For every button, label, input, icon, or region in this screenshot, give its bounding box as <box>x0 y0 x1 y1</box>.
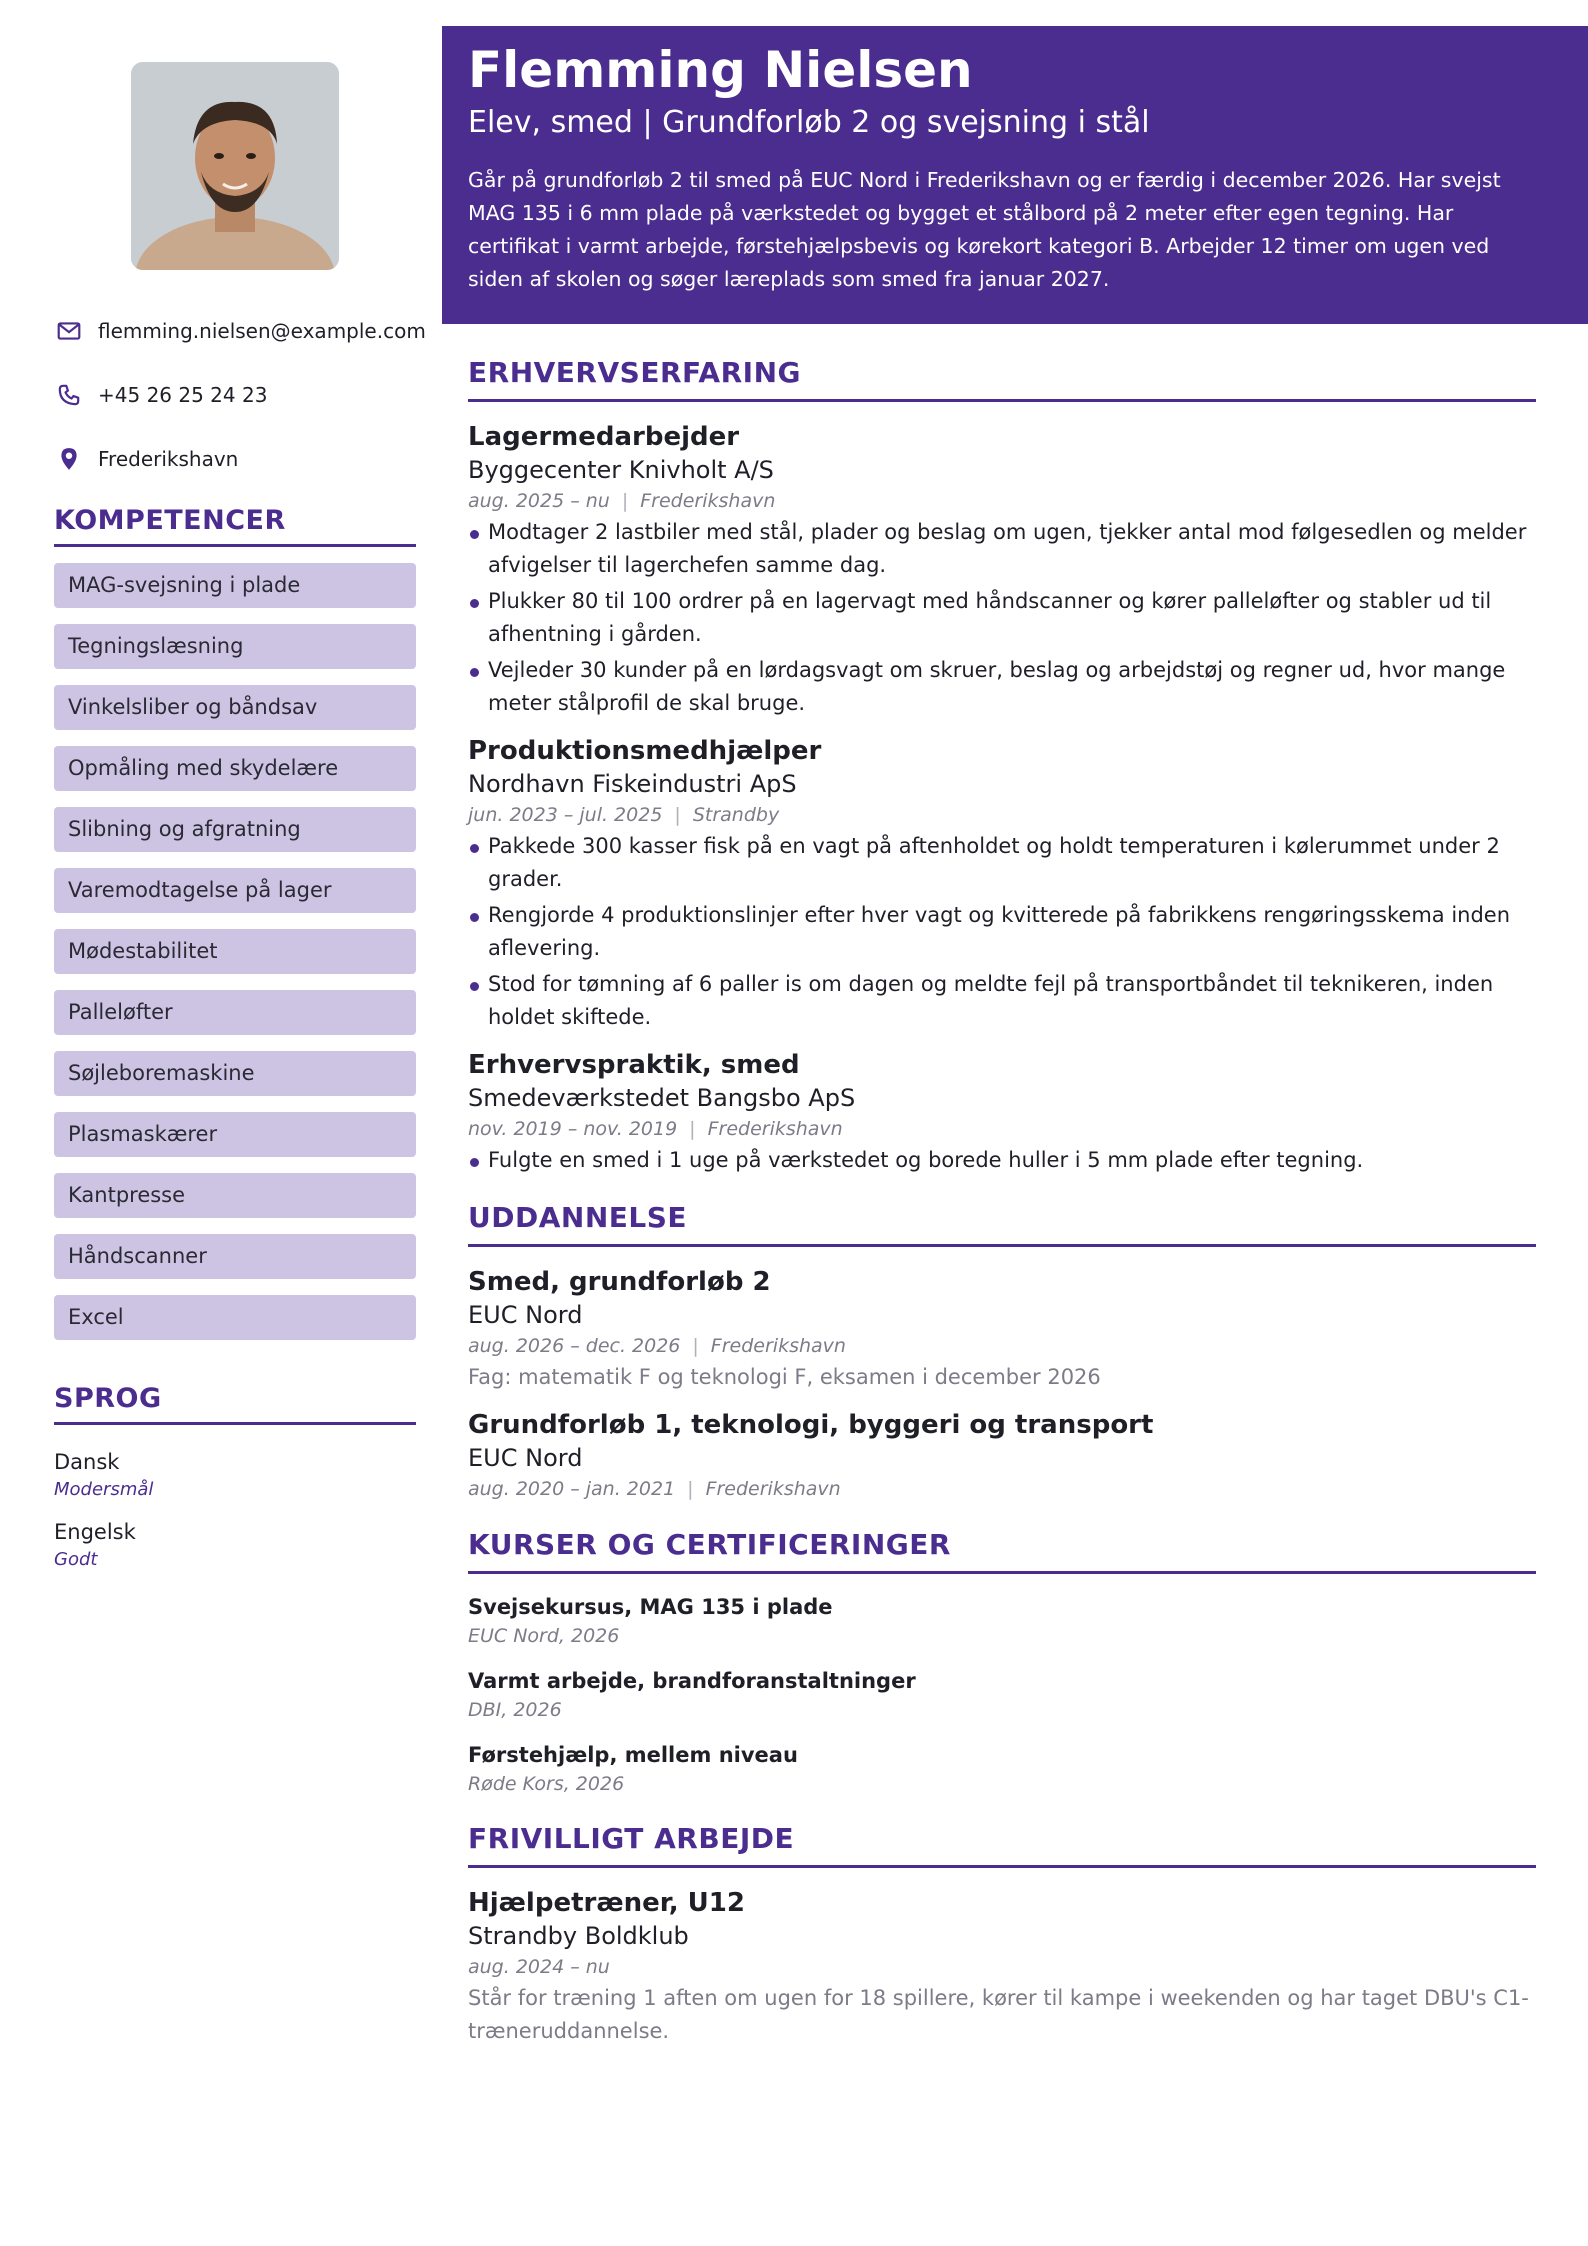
skill-tag: Søjleboremaskine <box>54 1051 416 1096</box>
courses-heading: KURSER OG CERTIFICERINGER <box>468 1528 1536 1574</box>
bullet-item: Stod for tømning af 6 paller is om dagen og meldte fejl på transportbåndet til teknikeren, inden holdet skiftede. <box>468 968 1536 1034</box>
bullet-item: Modtager 2 lastbiler med stål, plader og beslag om ugen, tjekker antal mod følgesedlen og melder afvigelser til lagerchefen samme dag. <box>468 516 1536 582</box>
courses-list <box>468 1592 1536 1798</box>
person-title: Elev, smed | Grundforløb 2 og svejsning i stål <box>468 105 1150 140</box>
languages-heading: SPROG <box>54 1383 416 1425</box>
volunteer-role: Hjælpetræner, U12 <box>468 1888 745 1918</box>
languages-list <box>54 1447 416 1573</box>
experience-heading: ERHVERVSERFARING <box>468 356 1536 402</box>
volunteer-list <box>468 1886 1536 2048</box>
profile-photo-illustration <box>131 62 339 270</box>
phone-icon <box>54 380 84 410</box>
entry-period: nov. 2019 – nov. 2019 <box>468 1118 678 1140</box>
skills-heading: KOMPETENCER <box>54 505 416 547</box>
contact-phone[interactable] <box>54 378 434 412</box>
entry-location: Frederikshavn <box>640 490 776 512</box>
location-text: Frederikshavn <box>98 447 239 471</box>
bullet-list <box>468 1144 1536 1177</box>
skill-tag: Tegningslæsning <box>54 624 416 669</box>
person-name: Flemming Nielsen <box>468 41 973 99</box>
school-name: EUC Nord <box>468 1301 583 1329</box>
skill-tag: Slibning og afgratning <box>54 807 416 852</box>
entry-period: aug. 2026 – dec. 2026 <box>468 1335 681 1357</box>
school-name: EUC Nord <box>468 1444 583 1472</box>
volunteer-note: Står for træning 1 aften om ugen for 18 spillere, kører til kampe i weekenden og har taget DBU's C1-træneruddannelse. <box>468 1986 1529 2043</box>
header-band <box>442 26 1588 324</box>
course-entry <box>468 1666 1536 1724</box>
skill-tag: Palleløfter <box>54 990 416 1035</box>
experience-section <box>468 356 1536 1177</box>
languages-section <box>54 1383 416 1573</box>
experience-entry <box>468 420 1536 720</box>
experience-entry <box>468 734 1536 1034</box>
course-title: Svejsekursus, MAG 135 i plade <box>468 1595 833 1619</box>
bullet-list <box>468 516 1536 720</box>
skill-tag: Mødestabilitet <box>54 929 416 974</box>
skill-tag: Opmåling med skydelære <box>54 746 416 791</box>
language-name: Engelsk <box>54 1520 136 1544</box>
education-entry <box>468 1408 1536 1504</box>
volunteer-section <box>468 1822 1536 2048</box>
skill-tag: Kantpresse <box>54 1173 416 1218</box>
bullet-item: Rengjorde 4 produktionslinjer efter hver vagt og kvitterede på fabrikkens rengøringsskema inden aflevering. <box>468 899 1536 965</box>
meta-separator: | <box>689 1118 696 1140</box>
job-title: Erhvervspraktik, smed <box>468 1050 800 1080</box>
education-entry <box>468 1265 1536 1394</box>
bullet-item: Plukker 80 til 100 ordrer på en lagervagt med håndscanner og kører palleløfter og stabler ud til afhentning i gården. <box>468 585 1536 651</box>
employer-name: Smedeværkstedet Bangsbo ApS <box>468 1084 856 1112</box>
degree-title: Grundforløb 1, teknologi, byggeri og transport <box>468 1410 1154 1440</box>
employer-name: Byggecenter Knivholt A/S <box>468 456 774 484</box>
main-content <box>468 356 1536 2072</box>
job-title: Lagermedarbejder <box>468 422 740 452</box>
skill-tag: Plasmaskærer <box>54 1112 416 1157</box>
experience-list <box>468 420 1536 1177</box>
entry-meta <box>468 486 1536 516</box>
employer-name: Nordhavn Fiskeindustri ApS <box>468 770 797 798</box>
language-level: Godt <box>54 1549 98 1570</box>
course-title: Varmt arbejde, brandforanstaltninger <box>468 1669 916 1693</box>
bullet-item: Vejleder 30 kunder på en lørdagsvagt om skruer, beslag og arbejdstøj og regner ud, hvor mange meter stålprofil de skal bruge. <box>468 654 1536 720</box>
education-section <box>468 1201 1536 1504</box>
entry-meta <box>468 800 1536 830</box>
courses-section <box>468 1528 1536 1798</box>
entry-period: aug. 2020 – jan. 2021 <box>468 1478 676 1500</box>
bullet-item: Fulgte en smed i 1 uge på værkstedet og borede huller i 5 mm plade efter tegning. <box>468 1144 1536 1177</box>
skill-tag: Varemodtagelse på lager <box>54 868 416 913</box>
skill-tag: MAG-svejsning i plade <box>54 563 416 608</box>
entry-meta <box>468 1952 1536 1982</box>
course-entry <box>468 1740 1536 1798</box>
entry-meta <box>468 1114 1536 1144</box>
degree-title: Smed, grundforløb 2 <box>468 1267 771 1297</box>
skill-tag: Håndscanner <box>54 1234 416 1279</box>
course-title: Førstehjælp, mellem niveau <box>468 1743 798 1767</box>
entry-meta <box>468 1474 1536 1504</box>
course-issuer: DBI, 2026 <box>468 1699 562 1721</box>
skills-section <box>54 505 416 1340</box>
volunteer-org: Strandby Boldklub <box>468 1922 689 1950</box>
email-text: flemming.nielsen@example.com <box>98 319 426 343</box>
education-note: Fag: matematik F og teknologi F, eksamen i december 2026 <box>468 1365 1101 1389</box>
profile-summary: Går på grundforløb 2 til smed på EUC Nord i Frederikshavn og er færdig i december 2026. Har svejst MAG 135 i 6 mm plade på værkstedet og bygget et stålbord på 2 meter efter egen tegning. Har certifikat i varmt arbejde, førstehjælpsbevis og kørekort kategori B. Arbejder 12 timer om ugen ved siden af skolen og søger læreplads som smed fra januar 2027. <box>468 168 1501 291</box>
skill-tag: Vinkelsliber og båndsav <box>54 685 416 730</box>
entry-location: Strandby <box>692 804 780 826</box>
volunteer-heading: FRIVILLIGT ARBEJDE <box>468 1822 1536 1868</box>
course-entry <box>468 1592 1536 1650</box>
entry-period: jun. 2023 – jul. 2025 <box>468 804 663 826</box>
meta-separator: | <box>621 490 629 512</box>
course-issuer: Røde Kors, 2026 <box>468 1773 625 1795</box>
phone-text: +45 26 25 24 23 <box>98 383 268 407</box>
meta-separator: | <box>674 804 681 826</box>
contact-location <box>54 442 434 476</box>
language-item <box>54 1517 416 1573</box>
entry-location: Frederikshavn <box>705 1478 841 1500</box>
contact-email[interactable] <box>54 314 434 348</box>
profile-photo <box>131 62 339 270</box>
meta-separator: | <box>692 1335 699 1357</box>
entry-period: aug. 2024 – nu <box>468 1956 610 1978</box>
course-issuer: EUC Nord, 2026 <box>468 1625 620 1647</box>
education-heading: UDDANNELSE <box>468 1201 1536 1247</box>
entry-location: Frederikshavn <box>710 1335 846 1357</box>
language-item <box>54 1447 416 1503</box>
language-level: Modersmål <box>54 1479 154 1500</box>
envelope-icon <box>54 316 84 346</box>
map-pin-icon <box>54 444 84 474</box>
entry-meta <box>468 1331 1536 1361</box>
bullet-item: Pakkede 300 kasser fisk på en vagt på aftenholdet og holdt temperaturen i kølerummet under 2 grader. <box>468 830 1536 896</box>
experience-entry <box>468 1048 1536 1177</box>
language-name: Dansk <box>54 1450 120 1474</box>
entry-location: Frederikshavn <box>707 1118 843 1140</box>
bullet-list <box>468 830 1536 1034</box>
skill-tag: Excel <box>54 1295 416 1340</box>
volunteer-entry <box>468 1886 1536 2048</box>
meta-separator: | <box>687 1478 694 1500</box>
skills-list <box>54 563 416 1340</box>
job-title: Produktionsmedhjælper <box>468 736 822 766</box>
entry-period: aug. 2025 – nu <box>468 490 610 512</box>
education-list <box>468 1265 1536 1504</box>
contact-list <box>54 314 434 506</box>
